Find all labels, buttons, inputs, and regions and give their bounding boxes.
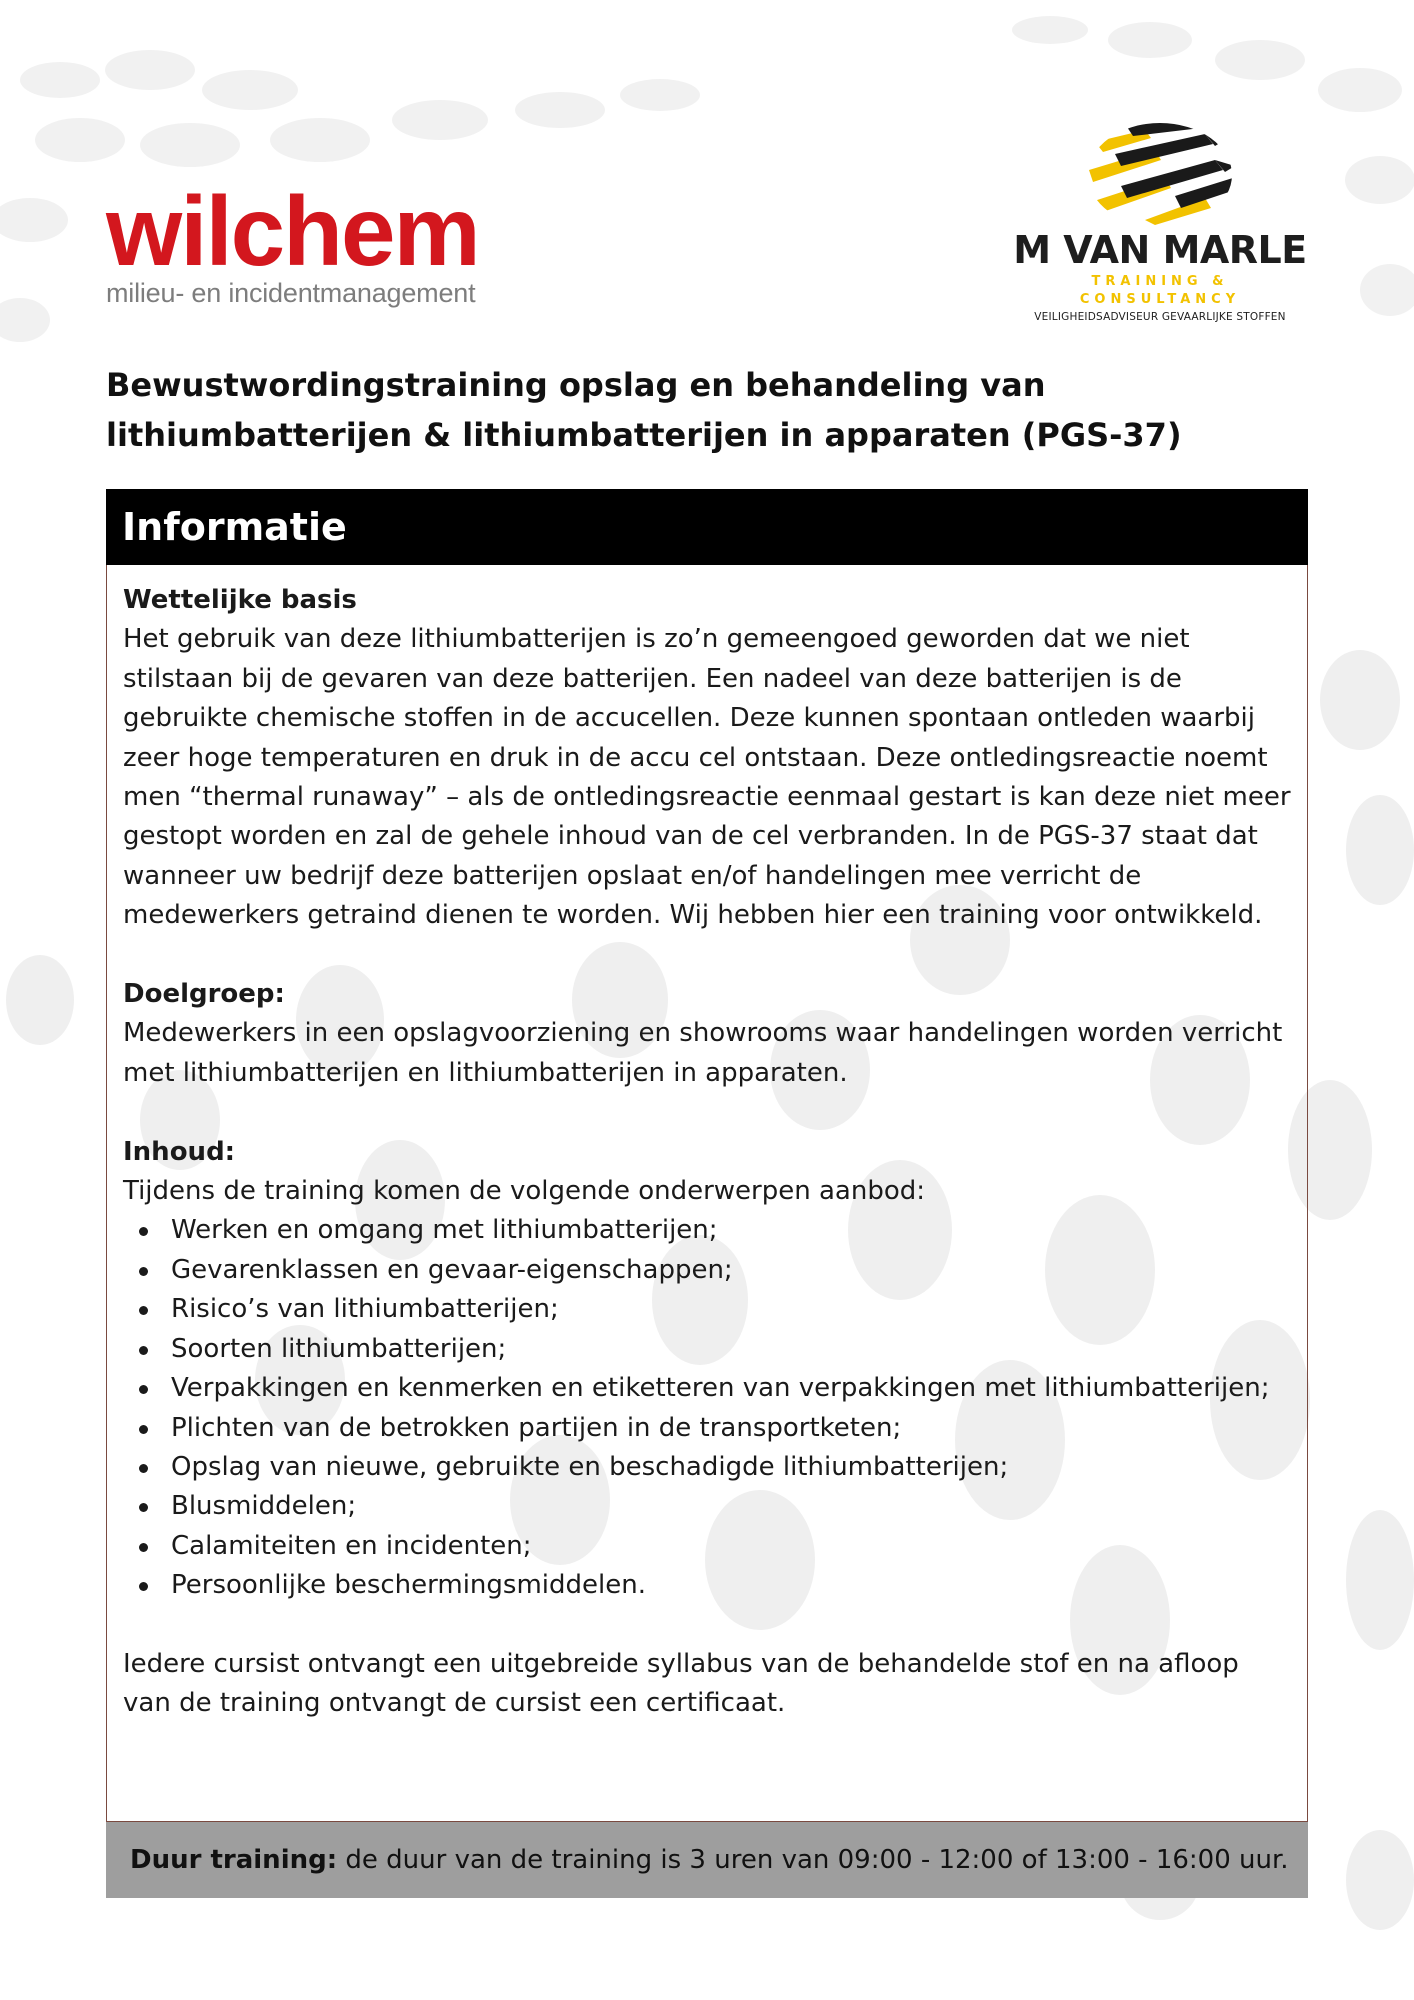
list-item: Risico’s van lithiumbatterijen; [171, 1290, 1293, 1329]
list-item: Verpakkingen en kenmerken en etiketteren van verpakkingen met lithiumbatterijen; [171, 1369, 1293, 1408]
wilchem-logo-tagline: milieu- en incidentmanagement [106, 278, 476, 308]
document-title-line-2: lithiumbatterijen & lithiumbatterijen in apparaten (PGS-37) [106, 416, 1182, 454]
list-item: Werken en omgang met lithiumbatterijen; [171, 1211, 1293, 1250]
doelgroep-heading: Doelgroep: [123, 979, 285, 1010]
list-item: Persoonlijke beschermingsmiddelen. [171, 1566, 1293, 1605]
list-item: Soorten lithiumbatterijen; [171, 1330, 1293, 1369]
info-section-body [106, 565, 1308, 1822]
wilchem-logo-name: wilchem [106, 176, 479, 286]
duration-text: de duur van de training is 3 uren van 09:00 - 12:00 of 13:00 - 16:00 uur. [337, 1845, 1289, 1875]
duration-label: Duur training: [130, 1845, 338, 1875]
list-item: Opslag van nieuwe, gebruikte en beschadigde lithiumbatterijen; [171, 1448, 1293, 1487]
van-marle-logo [1010, 120, 1310, 325]
info-section-header: Informatie [106, 489, 1308, 565]
wettelijke-basis-text: Het gebruik van deze lithiumbatterijen is zo’n gemeengoed geworden dat we niet stilstaan bij de gevaren van deze batterijen. Een nadeel van deze batterijen is de gebruikte chemische stoffen in de accucellen. Deze kunnen spontaan ontleden waarbij zeer hoge temperaturen en druk in de accu cel ontstaan. Deze ontledingsreactie noemt men “thermal runaway” – als de ontledingsreactie eenmaal gestart is kan deze niet meer gestopt worden en zal de gehele inhoud van de cel verbranden. In de PGS-37 staat dat wanneer uw bedrijf deze batterijen opslaat en/of handelingen mee verricht de medewerkers getraind dienen te worden. Wij hebben hier een training voor ontwikkeld. [123, 624, 1291, 931]
list-item: Plichten van de betrokken partijen in de transportketen; [171, 1409, 1293, 1448]
globe-arrows-icon [1085, 120, 1235, 225]
van-marle-logo-tagline: VEILIGHEIDSADVISEUR GEVAARLIJKE STOFFEN [1034, 311, 1286, 323]
wilchem-logo [106, 176, 526, 308]
document-title-line-1: Bewustwordingstraining opslag en behandeling van [106, 366, 1046, 404]
inhoud-heading: Inhoud: [123, 1136, 236, 1167]
inhoud-intro: Tijdens de training komen de volgende onderwerpen aanbod: [123, 1176, 925, 1207]
doelgroep-text: Medewerkers in een opslagvoorziening en showrooms waar handelingen worden verricht met lithiumbatterijen en lithiumbatterijen in apparaten. [123, 1018, 1283, 1088]
van-marle-logo-name: M VAN MARLE [1013, 228, 1307, 272]
certificate-note: Iedere cursist ontvangt een uitgebreide syllabus van de behandelde stof en na afloop van de training ontvangt de cursist een certificaat. [123, 1648, 1239, 1719]
list-item: Blusmiddelen; [171, 1487, 1293, 1526]
list-item: Gevarenklassen en gevaar-eigenschappen; [171, 1251, 1293, 1290]
list-item: Calamiteiten en incidenten; [171, 1527, 1293, 1566]
wettelijke-basis-heading: Wettelijke basis [123, 585, 357, 615]
document-title [106, 360, 1306, 460]
inhoud-topic-list [123, 1211, 1293, 1605]
duration-bar [106, 1822, 1308, 1898]
van-marle-logo-subtitle: TRAINING & CONSULTANCY [1079, 274, 1241, 307]
